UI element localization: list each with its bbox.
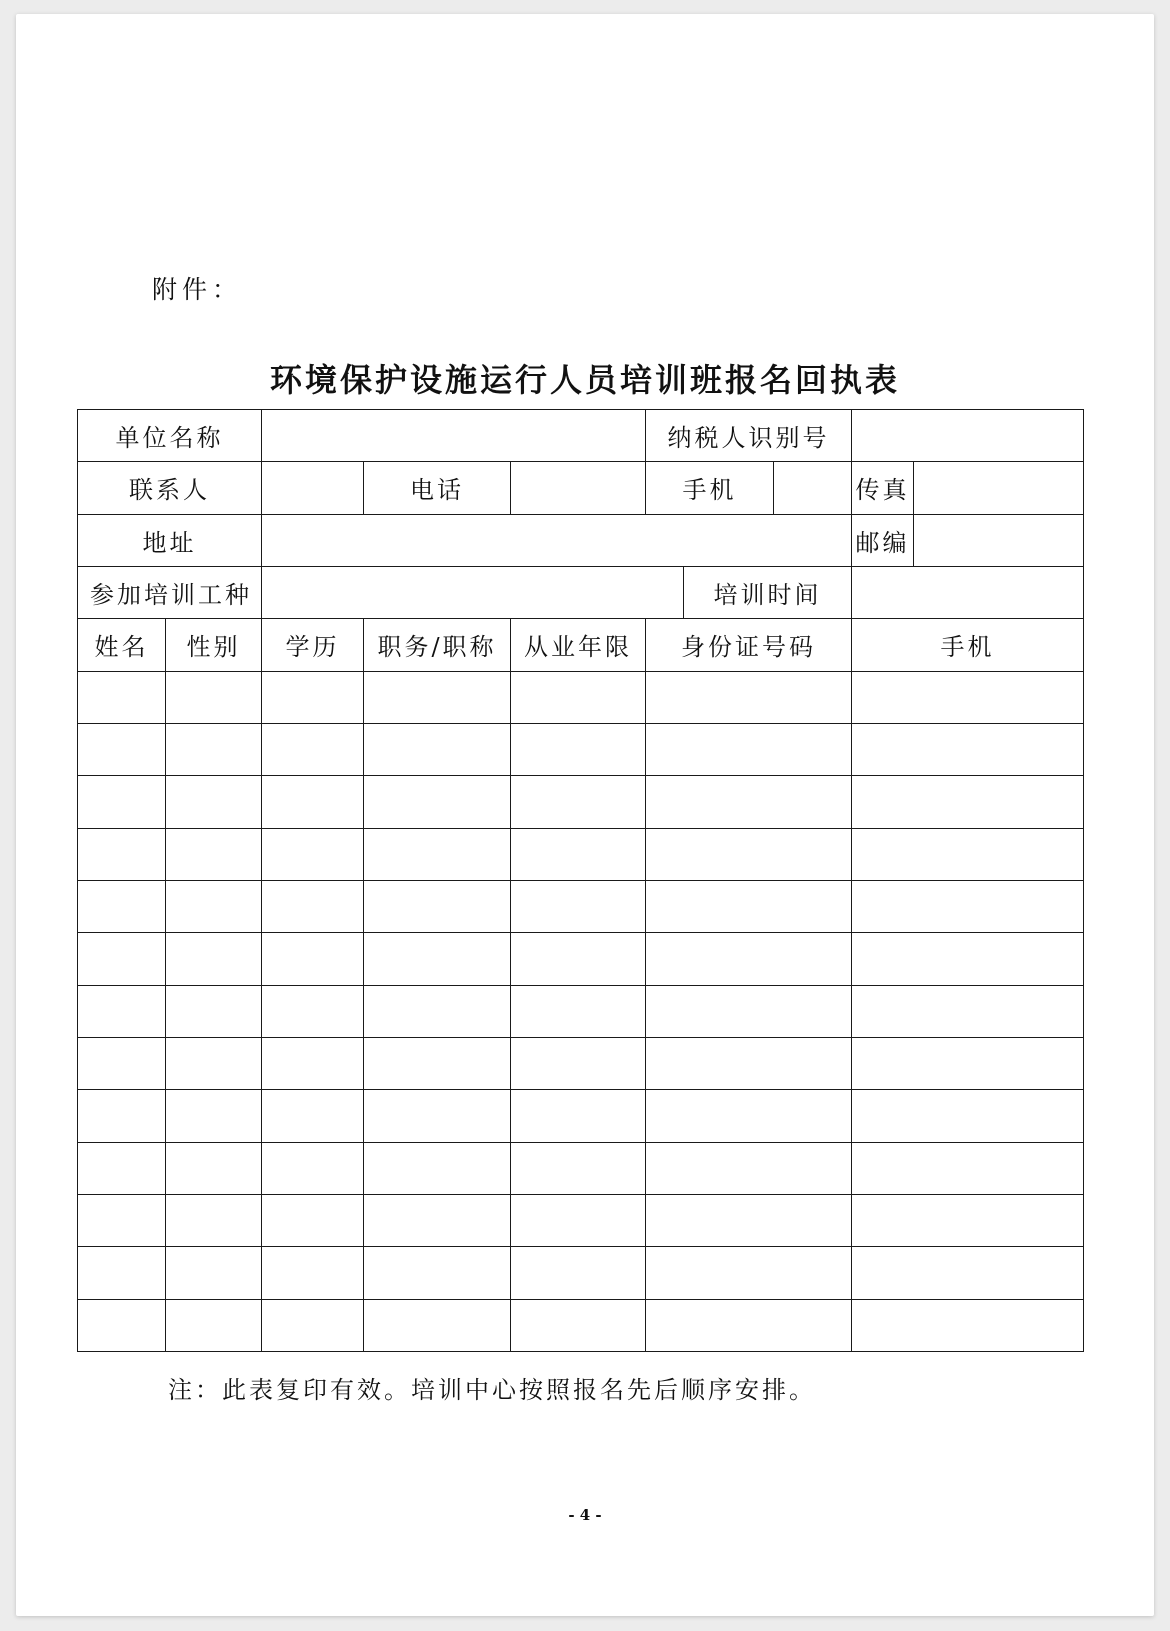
gender-cell[interactable] [166, 1299, 262, 1351]
table-row [78, 671, 1084, 723]
years-cell[interactable] [511, 828, 646, 880]
table-row [78, 1037, 1084, 1089]
years-cell[interactable] [511, 1037, 646, 1089]
id-number-cell[interactable] [646, 1247, 852, 1299]
name-cell[interactable] [78, 1194, 166, 1246]
unit-name-field[interactable] [262, 410, 646, 462]
footnote: 注：此表复印有效。培训中心按照报名先后顺序安排。 [168, 1376, 816, 1404]
education-cell[interactable] [262, 671, 364, 723]
mobile-label: 手机 [646, 462, 774, 514]
position-cell[interactable] [364, 1090, 511, 1142]
education-cell[interactable] [262, 723, 364, 775]
id-number-cell[interactable] [646, 1142, 852, 1194]
gender-cell[interactable] [166, 828, 262, 880]
education-cell[interactable] [262, 776, 364, 828]
gender-cell[interactable] [166, 1194, 262, 1246]
attachment-label: 附件： [152, 275, 243, 304]
name-cell[interactable] [78, 828, 166, 880]
education-cell[interactable] [262, 985, 364, 1037]
row-unit [78, 410, 1084, 462]
gender-cell[interactable] [166, 776, 262, 828]
table-row [78, 985, 1084, 1037]
training-time-field[interactable] [852, 566, 1084, 618]
unit-name-label: 单位名称 [78, 410, 262, 462]
position-cell[interactable] [364, 985, 511, 1037]
mobile-cell[interactable] [852, 1090, 1084, 1142]
id-number-cell[interactable] [646, 1194, 852, 1246]
column-header-id-number: 身份证号码 [646, 619, 852, 671]
column-header-mobile: 手机 [852, 619, 1084, 671]
table-row [78, 1090, 1084, 1142]
id-number-cell[interactable] [646, 880, 852, 932]
participant-rows [78, 671, 1084, 1351]
position-cell[interactable] [364, 1247, 511, 1299]
row-contact [78, 462, 1084, 514]
mobile-cell[interactable] [852, 985, 1084, 1037]
table-row [78, 828, 1084, 880]
gender-cell[interactable] [166, 671, 262, 723]
mobile-field[interactable] [774, 462, 852, 514]
position-cell[interactable] [364, 828, 511, 880]
row-training [78, 566, 1084, 618]
address-field[interactable] [262, 514, 852, 566]
years-cell[interactable] [511, 671, 646, 723]
training-type-label: 参加培训工种 [78, 566, 262, 618]
years-cell[interactable] [511, 1090, 646, 1142]
mobile-cell[interactable] [852, 1299, 1084, 1351]
years-cell[interactable] [511, 985, 646, 1037]
position-cell[interactable] [364, 933, 511, 985]
gender-cell[interactable] [166, 880, 262, 932]
id-number-cell[interactable] [646, 1090, 852, 1142]
tax-id-label: 纳税人识别号 [646, 410, 852, 462]
postcode-label: 邮编 [852, 514, 914, 566]
table-row [78, 880, 1084, 932]
name-cell[interactable] [78, 933, 166, 985]
gender-cell[interactable] [166, 1090, 262, 1142]
education-cell[interactable] [262, 828, 364, 880]
tax-id-field[interactable] [852, 410, 1084, 462]
mobile-cell[interactable] [852, 1247, 1084, 1299]
position-cell[interactable] [364, 1037, 511, 1089]
row-address [78, 514, 1084, 566]
position-cell[interactable] [364, 671, 511, 723]
table-row [78, 933, 1084, 985]
name-cell[interactable] [78, 1247, 166, 1299]
education-cell[interactable] [262, 1194, 364, 1246]
id-number-cell[interactable] [646, 1299, 852, 1351]
column-header-education: 学历 [262, 619, 364, 671]
mobile-cell[interactable] [852, 1142, 1084, 1194]
education-cell[interactable] [262, 1037, 364, 1089]
phone-label: 电话 [364, 462, 511, 514]
years-cell[interactable] [511, 776, 646, 828]
id-number-cell[interactable] [646, 985, 852, 1037]
gender-cell[interactable] [166, 1247, 262, 1299]
page-number: - 4 - [568, 1506, 602, 1524]
name-cell[interactable] [78, 1037, 166, 1089]
education-cell[interactable] [262, 1090, 364, 1142]
mobile-cell[interactable] [852, 880, 1084, 932]
mobile-cell[interactable] [852, 1194, 1084, 1246]
gender-cell[interactable] [166, 1037, 262, 1089]
years-cell[interactable] [511, 1142, 646, 1194]
registration-form-table [77, 409, 1084, 1352]
contact-person-field[interactable] [262, 462, 364, 514]
training-time-label: 培训时间 [684, 566, 852, 618]
id-number-cell[interactable] [646, 776, 852, 828]
table-row [78, 1299, 1084, 1351]
training-type-field[interactable] [262, 566, 684, 618]
mobile-cell[interactable] [852, 671, 1084, 723]
fax-field[interactable] [914, 462, 1084, 514]
position-cell[interactable] [364, 1142, 511, 1194]
mobile-cell[interactable] [852, 723, 1084, 775]
education-cell[interactable] [262, 1142, 364, 1194]
education-cell[interactable] [262, 1299, 364, 1351]
mobile-cell[interactable] [852, 933, 1084, 985]
name-cell[interactable] [78, 985, 166, 1037]
years-cell[interactable] [511, 1194, 646, 1246]
education-cell[interactable] [262, 933, 364, 985]
table-row [78, 1142, 1084, 1194]
phone-field[interactable] [511, 462, 646, 514]
participant-header-row [78, 619, 1084, 671]
years-cell[interactable] [511, 723, 646, 775]
column-header-years: 从业年限 [511, 619, 646, 671]
education-cell[interactable] [262, 1247, 364, 1299]
mobile-cell[interactable] [852, 828, 1084, 880]
id-number-cell[interactable] [646, 671, 852, 723]
gender-cell[interactable] [166, 985, 262, 1037]
column-header-gender: 性别 [166, 619, 262, 671]
position-cell[interactable] [364, 1194, 511, 1246]
table-row [78, 776, 1084, 828]
gender-cell[interactable] [166, 723, 262, 775]
table-row [78, 723, 1084, 775]
name-cell[interactable] [78, 1090, 166, 1142]
gender-cell[interactable] [166, 1142, 262, 1194]
contact-person-label: 联系人 [78, 462, 262, 514]
position-cell[interactable] [364, 880, 511, 932]
address-label: 地址 [78, 514, 262, 566]
id-number-cell[interactable] [646, 828, 852, 880]
name-cell[interactable] [78, 1142, 166, 1194]
position-cell[interactable] [364, 1299, 511, 1351]
name-cell[interactable] [78, 880, 166, 932]
fax-label: 传真 [852, 462, 914, 514]
id-number-cell[interactable] [646, 1037, 852, 1089]
gender-cell[interactable] [166, 933, 262, 985]
postcode-field[interactable] [914, 514, 1084, 566]
column-header-position: 职务/职称 [364, 619, 511, 671]
form-title: 环境保护设施运行人员培训班报名回执表 [269, 361, 900, 399]
name-cell[interactable] [78, 671, 166, 723]
name-cell[interactable] [78, 1299, 166, 1351]
table-row [78, 1247, 1084, 1299]
years-cell[interactable] [511, 1299, 646, 1351]
id-number-cell[interactable] [646, 933, 852, 985]
years-cell[interactable] [511, 933, 646, 985]
education-cell[interactable] [262, 880, 364, 932]
name-cell[interactable] [78, 723, 166, 775]
position-cell[interactable] [364, 723, 511, 775]
table-row [78, 1194, 1084, 1246]
years-cell[interactable] [511, 880, 646, 932]
name-cell[interactable] [78, 776, 166, 828]
id-number-cell[interactable] [646, 723, 852, 775]
mobile-cell[interactable] [852, 776, 1084, 828]
column-header-name: 姓名 [78, 619, 166, 671]
mobile-cell[interactable] [852, 1037, 1084, 1089]
position-cell[interactable] [364, 776, 511, 828]
years-cell[interactable] [511, 1247, 646, 1299]
